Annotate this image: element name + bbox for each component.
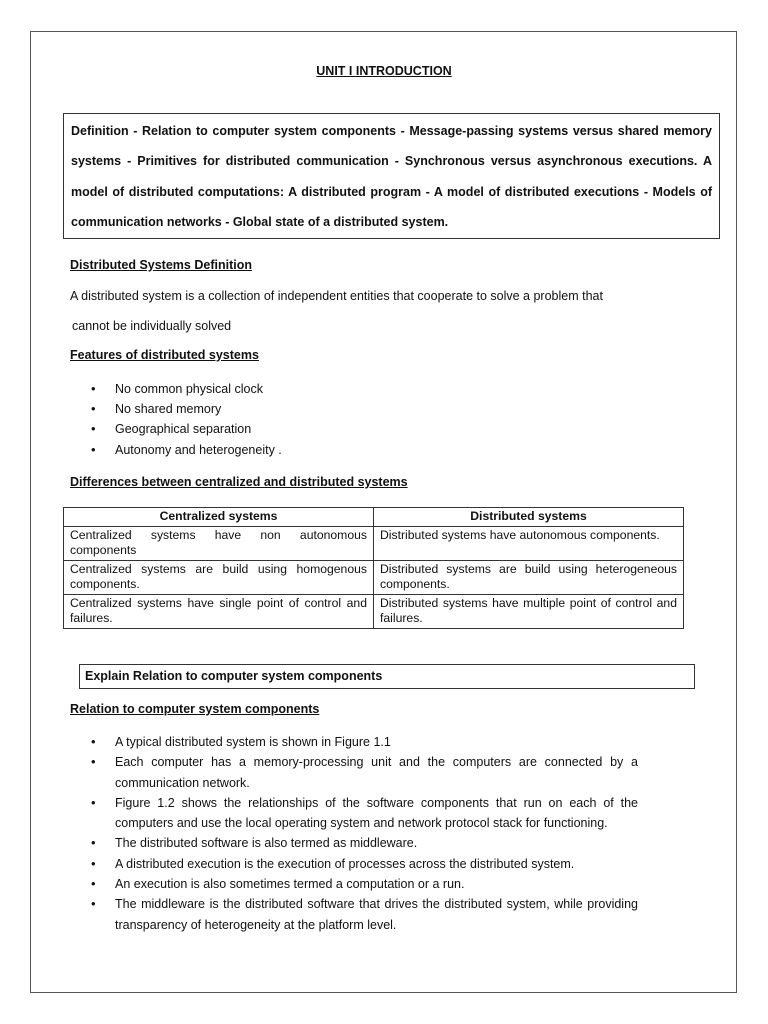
list-item: • No shared memory — [70, 399, 670, 419]
table-row — [64, 526, 684, 560]
topics-box — [63, 113, 720, 239]
list-item: • Each computer has a memory-processing unit and the computers are connected by a communication network. — [70, 752, 638, 793]
list-item: • Figure 1.2 shows the relationships of the software components that run on each of the computers and use the local operating system and network protocol stack for functioning. — [70, 793, 638, 834]
table-header-row — [64, 508, 684, 527]
table-row — [64, 560, 684, 594]
page-title: UNIT I INTRODUCTION — [316, 64, 452, 78]
table-cell: Centralized systems have non autonomous components — [64, 526, 374, 560]
list-item: • Geographical separation — [70, 419, 670, 439]
column-header-centralized: Centralized systems — [64, 508, 374, 527]
features-list — [70, 379, 670, 460]
topics-text: Definition - Relation to computer system components - Message-passing systems versus shared memory systems - Primitives for distributed communication - Synchronous versus asynchronous executions. A model of distributed computations: A distributed program - A model of distributed executions - Models of communication networks - Global state of a distributed system. — [71, 124, 712, 229]
list-item: • The middleware is the distributed software that drives the distributed system, while providing transparency of heterogeneity at the platform level. — [70, 894, 638, 935]
comparison-table — [63, 507, 684, 629]
table-row — [64, 594, 684, 628]
table-cell: Distributed systems are build using heterogeneous components. — [374, 560, 684, 594]
explain-question-box: Explain Relation to computer system components — [79, 664, 695, 689]
definition-heading: Distributed Systems Definition — [70, 258, 252, 272]
list-item: • A typical distributed system is shown in Figure 1.1 — [70, 732, 638, 752]
table-cell: Distributed systems have multiple point of control and failures. — [374, 594, 684, 628]
table-cell: Distributed systems have autonomous components. — [374, 526, 684, 560]
table-cell: Centralized systems are build using homogenous components. — [64, 560, 374, 594]
list-item: • Autonomy and heterogeneity . — [70, 440, 670, 460]
list-item: • An execution is also sometimes termed a computation or a run. — [70, 874, 638, 894]
list-item: • A distributed execution is the execution of processes across the distributed system. — [70, 854, 638, 874]
definition-line-2: cannot be individually solved — [72, 319, 232, 333]
table-cell: Centralized systems have single point of control and failures. — [64, 594, 374, 628]
column-header-distributed: Distributed systems — [374, 508, 684, 527]
differences-heading: Differences between centralized and distributed systems — [70, 475, 408, 489]
list-item: • No common physical clock — [70, 379, 670, 399]
features-heading: Features of distributed systems — [70, 348, 259, 362]
list-item: • The distributed software is also termed as middleware. — [70, 833, 638, 853]
relation-list — [70, 732, 638, 935]
relation-heading: Relation to computer system components — [70, 702, 320, 716]
definition-line-1: A distributed system is a collection of independent entities that cooperate to solve a problem that — [70, 289, 603, 303]
